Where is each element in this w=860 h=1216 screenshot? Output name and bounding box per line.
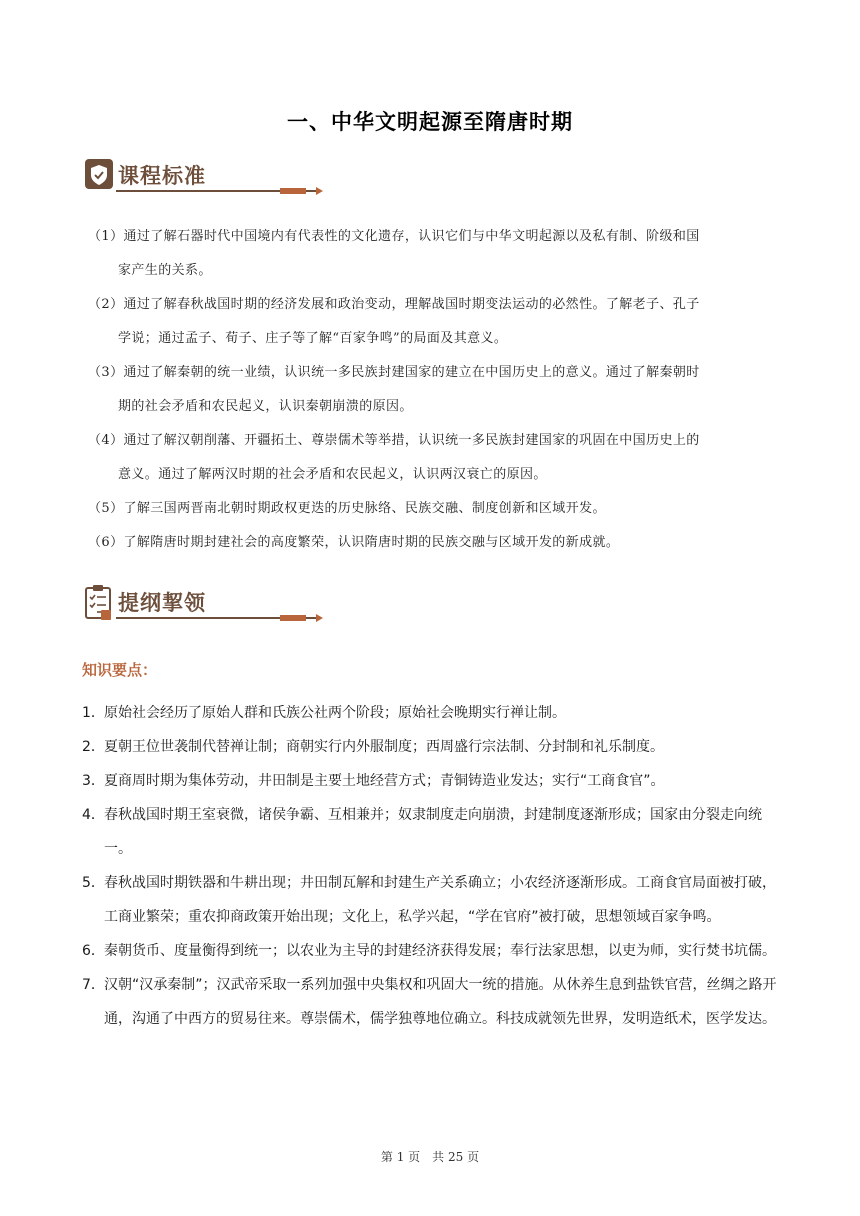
list-item <box>82 968 782 1036</box>
page-footer: 第 1 页 共 25 页 <box>380 1150 480 1164</box>
standards-list <box>88 220 780 560</box>
list-item-number: 4． <box>82 807 105 823</box>
standard-number: （6） <box>88 535 124 550</box>
list-item-text: 秦朝货币、度量衡得到统一；以农业为主导的封建经济获得发展；奉行法家思想，以吏为师，实行焚书坑儒。 <box>104 943 776 959</box>
standard-number: （5） <box>88 501 124 516</box>
list-item-text: 夏朝王位世袭制代替禅让制；商朝实行内外服制度；西周盛行宗法制、分封制和礼乐制度。 <box>104 739 664 755</box>
standard-text-continued: 学说；通过孟子、荀子、庄子等了解“百家争鸣”的局面及其意义。 <box>118 331 508 346</box>
standard-text-continued: 意义。通过了解两汉时期的社会矛盾和农民起义，认识两汉衰亡的原因。 <box>118 467 547 482</box>
standard-item-5 <box>88 492 780 526</box>
banner-underline-arrow <box>316 614 323 622</box>
list-item <box>82 866 782 934</box>
list-item <box>82 696 782 730</box>
banner-outline-label: 提纲挈领 <box>118 591 206 615</box>
section-banner-outline <box>82 583 252 627</box>
standard-text-continued: 期的社会矛盾和农民起义，认识秦朝崩溃的原因。 <box>118 399 413 414</box>
checklist-icon <box>84 585 114 621</box>
standard-text: 通过了解春秋战国时期的经济发展和政治变动，理解战国时期变法运动的必然性。了解老子、孔子 <box>123 297 700 312</box>
list-item-number: 7． <box>82 977 105 993</box>
standard-item-6 <box>88 526 780 560</box>
banner-underline-arrow <box>316 187 323 195</box>
shield-check-icon <box>84 158 114 192</box>
list-item-number: 3． <box>82 773 105 789</box>
list-item <box>82 730 782 764</box>
list-item-text: 原始社会经历了原始人群和氏族公社两个阶段；原始社会晚期实行禅让制。 <box>104 705 566 721</box>
list-item-text: 夏商周时期为集体劳动，井田制是主要土地经营方式；青铜铸造业发达；实行“工商食官”。 <box>104 773 665 789</box>
page-title: 一、中华文明起源至隋唐时期 <box>287 110 573 134</box>
list-item-text: 春秋战国时期王室衰微，诸侯争霸、互相兼并；奴隶制度走向崩溃，封建制度逐渐形成；国家由分裂走向统一。 <box>104 807 762 857</box>
standard-number: （4） <box>88 433 124 448</box>
standard-item-2 <box>88 288 780 356</box>
standard-item-3 <box>88 356 780 424</box>
list-item-number: 1． <box>82 705 105 721</box>
standard-text: 通过了解汉朝削藩、开疆拓土、尊崇儒术等举措，认识统一多民族封建国家的巩固在中国历史上的 <box>123 433 700 448</box>
standard-text: 通过了解秦朝的统一业绩，认识统一多民族封建国家的建立在中国历史上的意义。通过了解秦朝时 <box>123 365 700 380</box>
standard-item-1 <box>88 220 780 288</box>
standard-text-continued: 家产生的关系。 <box>118 263 212 278</box>
standard-text: 通过了解石器时代中国境内有代表性的文化遗存，认识它们与中华文明起源以及私有制、阶级和国 <box>123 229 700 244</box>
standard-number: （3） <box>88 365 124 380</box>
standard-item-4 <box>88 424 780 492</box>
list-item-number: 2． <box>82 739 105 755</box>
list-item-text: 汉朝“汉承秦制”；汉武帝采取一系列加强中央集权和巩固大一统的措施。从休养生息到盐铁官营，丝绸之路开通，沟通了中西方的贸易往来。尊崇儒术，儒学独尊地位确立。科技成就领先世界，发明造纸术，医学发达。 <box>104 977 777 1027</box>
knowledge-points-heading: 知识要点： <box>82 661 158 679</box>
banner-standards-label: 课程标准 <box>118 164 206 188</box>
standard-number: （1） <box>88 229 124 244</box>
banner-underline-accent <box>280 188 306 194</box>
standard-text: 了解隋唐时期封建社会的高度繁荣，认识隋唐时期的民族交融与区域开发的新成就。 <box>123 535 620 550</box>
list-item <box>82 798 782 866</box>
list-item-number: 6． <box>82 943 105 959</box>
knowledge-points-list <box>82 696 782 1036</box>
list-item-text: 春秋战国时期铁器和牛耕出现；井田制瓦解和封建生产关系确立；小农经济逐渐形成。工商食官局面被打破，工商业繁荣；重农抑商政策开始出现；文化上，私学兴起，“学在官府”被打破，思想领域百家争鸣。 <box>104 875 776 925</box>
list-item <box>82 764 782 798</box>
standard-number: （2） <box>88 297 124 312</box>
list-item <box>82 934 782 968</box>
banner-underline-accent <box>280 615 306 621</box>
section-banner-standards <box>82 156 252 200</box>
list-item-number: 5． <box>82 875 105 891</box>
standard-text: 了解三国两晋南北朝时期政权更迭的历史脉络、民族交融、制度创新和区域开发。 <box>123 501 606 516</box>
